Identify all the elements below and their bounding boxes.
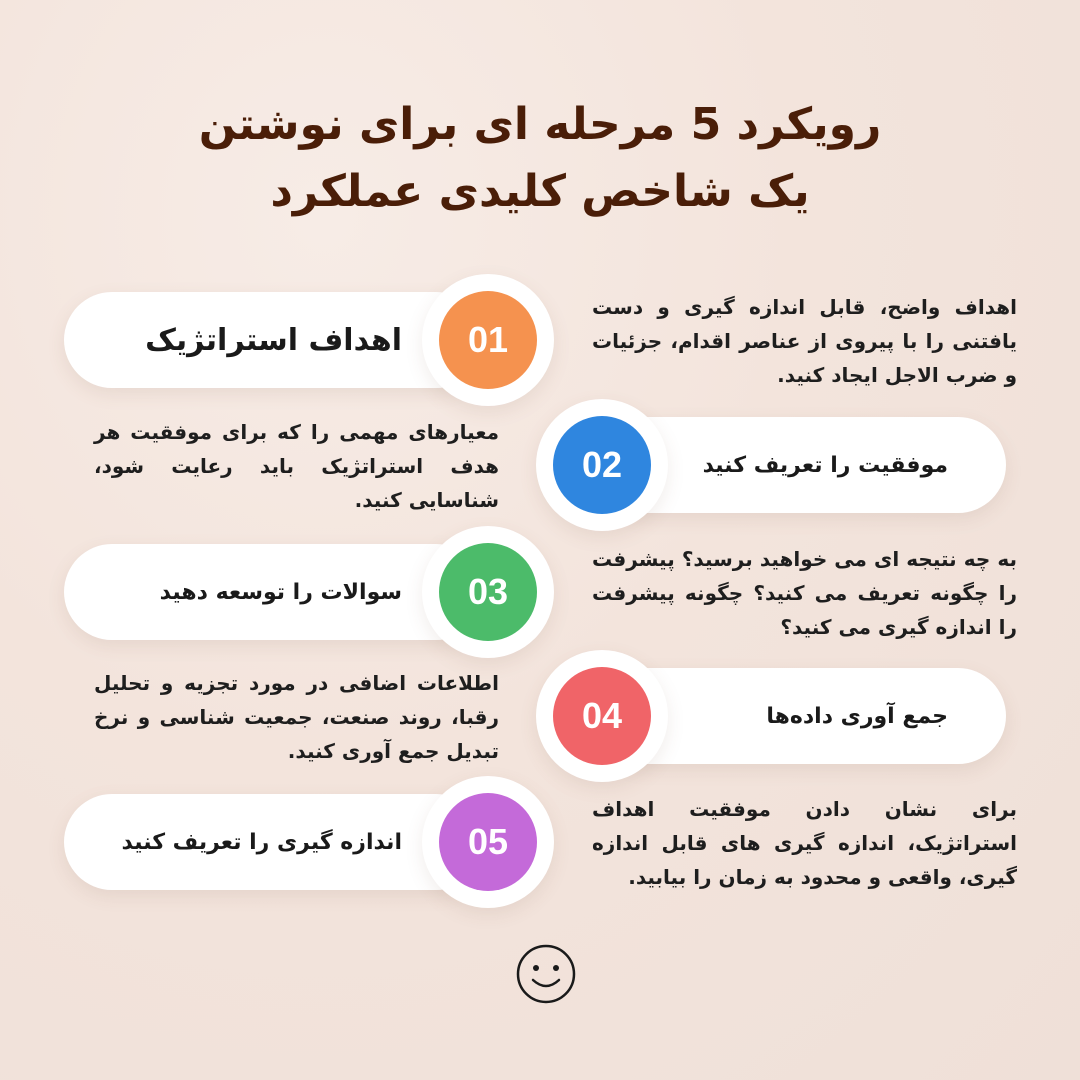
step-3-description: به چه نتیجه ای می خواهید برسید؟ پیشرفت را چگونه تعریف می کنید؟ چگونه پیشرفت را اندازه گیری می کنید؟: [592, 547, 1017, 639]
step-1-pill: [64, 292, 484, 388]
step-4-label: جمع آوری داده‌ها: [766, 703, 948, 729]
step-3-pill: [64, 544, 484, 640]
page-title-line-1: رویکرد 5 مرحله ای برای نوشتن: [198, 99, 882, 150]
step-1-number-badge: 01: [439, 291, 537, 389]
step-4-number-badge: 04: [553, 667, 651, 765]
step-5-label: اندازه گیری را تعریف کنید: [121, 829, 402, 855]
step-3-number-badge: 03: [439, 543, 537, 641]
step-5-description: برای نشان دادن موفقیت اهداف استراتژیک، اندازه گیری های قابل اندازه گیری، واقعی و محدود به زمان را بیابید.: [592, 797, 1017, 889]
step-2-description: معیارهای مهمی را که برای موفقیت هر هدف استراتژیک باید رعایت شود، شناسایی کنید.: [94, 420, 499, 512]
step-5-number-badge: 05: [439, 793, 537, 891]
step-5-pill: [64, 794, 484, 890]
step-2-number-badge: 02: [553, 416, 651, 514]
smiley-face-icon: [514, 942, 578, 1006]
step-2-label: موفقیت را تعریف کنید: [702, 452, 948, 478]
page-title-line-2: یک شاخص کلیدی عملکرد: [270, 166, 810, 217]
step-1-description: اهداف واضح، قابل اندازه گیری و دست یافتنی را با پیروی از عناصر اقدام، جزئیات و ضرب الاجل ایجاد کنید.: [592, 295, 1017, 387]
step-4-description: اطلاعات اضافی در مورد تجزیه و تحلیل رقبا، روند صنعت، جمعیت شناسی و نرخ تبدیل جمع آوری کنید.: [94, 671, 499, 763]
step-3-label: سوالات را توسعه دهید: [159, 579, 402, 605]
step-1-label: اهداف استراتژیک: [145, 322, 402, 358]
